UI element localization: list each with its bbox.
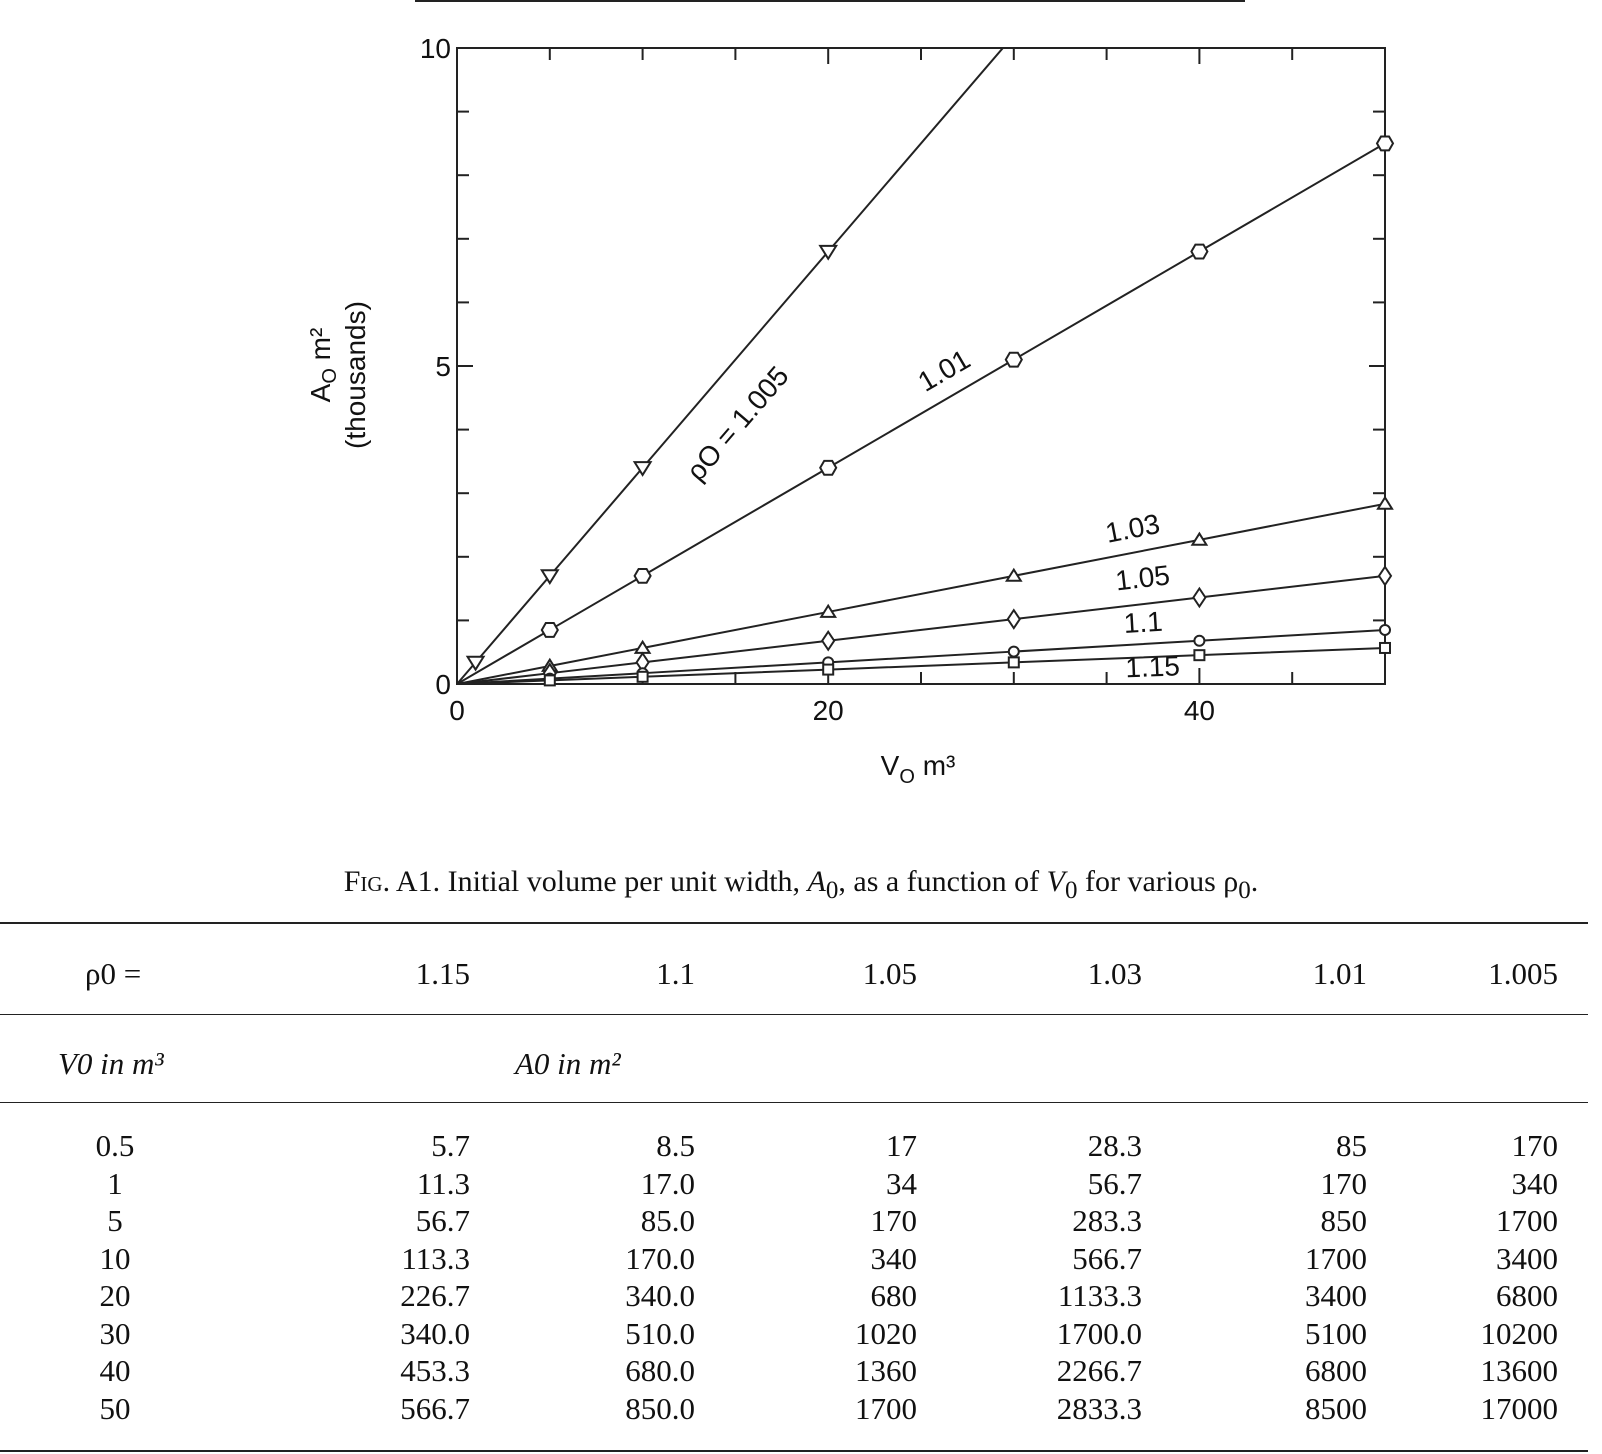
- x-tick-label: 20: [812, 695, 844, 726]
- series-5-point: [638, 672, 648, 682]
- series-5-point: [1380, 643, 1390, 653]
- caption-a0: A: [807, 865, 826, 898]
- curve-label-2: 1.03: [1102, 507, 1163, 549]
- a0-cell: 340: [870, 1240, 917, 1276]
- a0-cell: 170: [1320, 1165, 1367, 1201]
- a0-cell: 1360: [855, 1353, 917, 1388]
- series-5-point: [1194, 650, 1204, 660]
- series-3-point: [1008, 610, 1020, 628]
- series-5-point: [1009, 657, 1019, 667]
- a0-cell: 453.3: [400, 1353, 470, 1388]
- curve-labels: [680, 343, 1180, 683]
- series-3-point: [822, 632, 834, 650]
- a0-cell: 566.7: [400, 1390, 470, 1426]
- a0-cell: 1700.0: [1056, 1315, 1142, 1351]
- curve-label-3: 1.05: [1113, 559, 1172, 597]
- series-1-point: [635, 569, 651, 583]
- series-5-point: [823, 665, 833, 675]
- a0-cell: 680.0: [625, 1353, 695, 1388]
- a0-cell: 8500: [1305, 1390, 1367, 1426]
- a0-cell: 34: [886, 1165, 917, 1201]
- a0-cell: 340: [1511, 1165, 1558, 1201]
- a0-cell: 340.0: [625, 1278, 695, 1313]
- series-4-point: [1194, 636, 1204, 646]
- a0-cell: 226.7: [400, 1278, 470, 1313]
- a0-cell: 1020: [855, 1315, 917, 1351]
- series-4-point: [1380, 625, 1390, 635]
- x-tick-label: 40: [1183, 695, 1215, 726]
- rho-value: 1.1: [656, 956, 695, 991]
- v0-cell: 30: [99, 1315, 131, 1351]
- caption-v0-sub: 0: [1064, 877, 1078, 904]
- a0-cell: 6800: [1496, 1278, 1558, 1313]
- a0-cell: 170: [1511, 1128, 1558, 1163]
- a0-cell: 170: [870, 1203, 917, 1238]
- v0-cell: 1: [107, 1165, 123, 1201]
- tick-labels: [420, 33, 1215, 726]
- y-tick-label: 0: [435, 669, 451, 700]
- y-tick-label: 5: [435, 351, 451, 382]
- caption-v0: V: [1046, 865, 1065, 898]
- a0-cell: 5100: [1305, 1315, 1367, 1351]
- curve-label-0: ρO = 1.005: [680, 360, 795, 487]
- caption-text-2: , as a function of: [838, 865, 1040, 898]
- a0-cell: 2266.7: [1056, 1353, 1142, 1388]
- v0-cell: 0.5: [95, 1128, 135, 1163]
- rho-value: 1.03: [1087, 956, 1142, 991]
- rho-value: 1.15: [415, 956, 470, 991]
- a0-cell: 13600: [1480, 1353, 1558, 1388]
- rho-header: ρ0 =: [85, 956, 142, 991]
- a0-header: A0 in m²: [515, 1046, 621, 1081]
- figure-caption: [0, 865, 1602, 905]
- v0-cell: 40: [99, 1353, 131, 1388]
- a0-cell: 3400: [1496, 1240, 1558, 1276]
- caption-text-3: for various ρ: [1084, 865, 1239, 898]
- a0-cell: 283.3: [1072, 1203, 1142, 1238]
- y-tick-label: 10: [419, 33, 451, 64]
- series-line-0: [457, 0, 1385, 684]
- a0-cell: 340.0: [400, 1315, 470, 1351]
- curve-label-1: 1.01: [912, 343, 976, 398]
- series-5-point: [545, 675, 555, 685]
- v0-cell: 5: [107, 1203, 123, 1238]
- table-rule-mid: [0, 1014, 1588, 1015]
- a0-cell: 680: [870, 1278, 917, 1313]
- v0-cell: 50: [99, 1390, 131, 1426]
- a0-cell: 8.5: [656, 1128, 695, 1163]
- a0-cell: 850: [1320, 1203, 1367, 1238]
- a0-cell: 1700: [855, 1390, 917, 1426]
- series-1-point: [820, 461, 836, 475]
- a0-cell: 10200: [1480, 1315, 1558, 1351]
- a0-cell: 1700: [1496, 1203, 1558, 1238]
- y-axis-label-line2: (thousands): [340, 301, 371, 449]
- a0-cell: 5.7: [431, 1128, 470, 1163]
- a0-cell: 2833.3: [1056, 1390, 1142, 1426]
- a0-cell: 170.0: [625, 1240, 695, 1276]
- caption-a0-sub: 0: [825, 877, 839, 904]
- rho-value: 1.01: [1312, 956, 1367, 991]
- x-tick-label: 0: [449, 695, 465, 726]
- curve-label-5: 1.15: [1124, 650, 1181, 684]
- rho-value: 1.005: [1488, 956, 1558, 991]
- a0-cell: 17000: [1480, 1390, 1558, 1426]
- figure-number: Fig. A1.: [343, 865, 441, 898]
- series-line-1: [457, 143, 1385, 684]
- a0-cell: 56.7: [1087, 1165, 1142, 1201]
- a0-cell: 1700: [1305, 1240, 1367, 1276]
- series-line-3: [457, 576, 1385, 684]
- a0-cell: 6800: [1305, 1353, 1367, 1388]
- a0-cell: 113.3: [401, 1240, 470, 1276]
- series-3-point: [1379, 567, 1391, 585]
- table-rule-lower: [0, 1102, 1588, 1103]
- series-1-point: [1006, 353, 1022, 367]
- a0-cell: 566.7: [1072, 1240, 1142, 1276]
- table-rule-top: [0, 922, 1588, 924]
- x-axis-label: $V_O$ m³: [880, 750, 956, 788]
- y-axis-label: $A_O$ m²: [305, 327, 341, 403]
- a0-cell: 28.3: [1087, 1128, 1142, 1163]
- caption-text-4: .: [1250, 865, 1259, 898]
- a0-cell: 850.0: [625, 1390, 695, 1426]
- a0-cell: 1133.3: [1057, 1278, 1142, 1313]
- a0-cell: 85.0: [640, 1203, 695, 1238]
- series-4-point: [1009, 647, 1019, 657]
- a0-cell: 510.0: [625, 1315, 695, 1351]
- series-3-point: [1193, 589, 1205, 607]
- a0-cell: 3400: [1305, 1278, 1367, 1313]
- a0-cell: 17.0: [640, 1165, 695, 1201]
- rho-value: 1.05: [862, 956, 917, 991]
- caption-rho-sub: 0: [1238, 877, 1251, 904]
- series-lines: [457, 0, 1385, 684]
- table-rule-bottom: [0, 1450, 1588, 1452]
- series-1-point: [1377, 136, 1393, 150]
- curve-label-4: 1.1: [1122, 605, 1164, 639]
- series-1-point: [542, 623, 558, 637]
- v0-cell: 10: [99, 1240, 131, 1276]
- v0-header: V0 in m³: [58, 1046, 164, 1081]
- a0-cell: 17: [886, 1128, 917, 1163]
- series-2-point: [1378, 498, 1392, 509]
- series-1-point: [1191, 245, 1207, 259]
- caption-text-1: Initial volume per unit width,: [447, 865, 801, 898]
- v0-cell: 20: [99, 1278, 131, 1313]
- a0-cell: 85: [1336, 1128, 1367, 1163]
- a0-cell: 11.3: [416, 1165, 470, 1201]
- a0-cell: 56.7: [415, 1203, 470, 1238]
